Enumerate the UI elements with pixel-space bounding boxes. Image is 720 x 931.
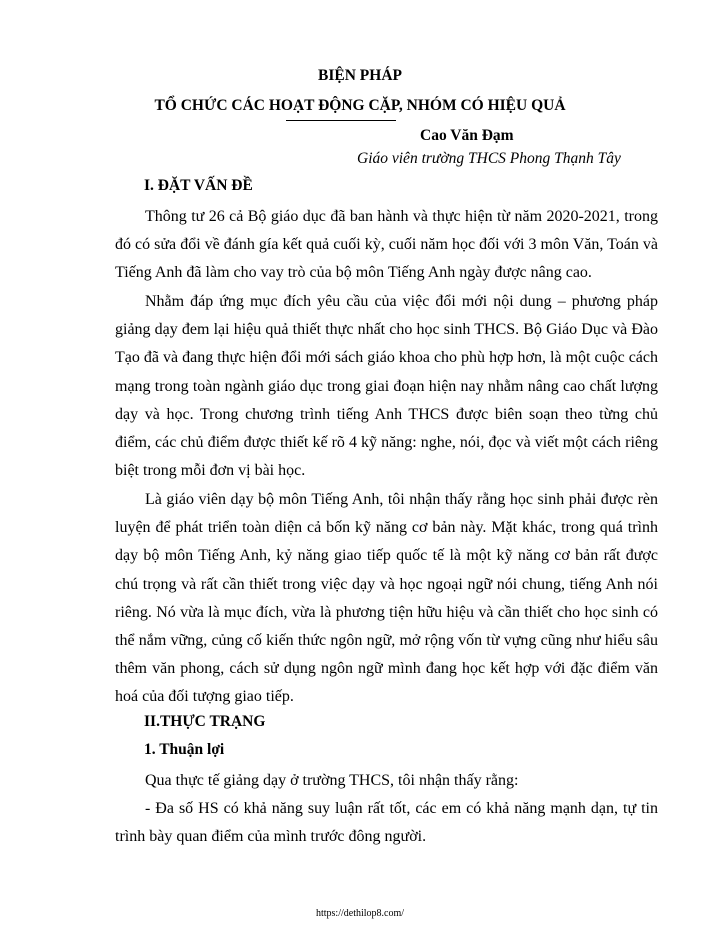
paragraph-3: Là giáo viên dạy bộ môn Tiếng Anh, tôi nhận thấy rằng học sinh phải được rèn luyện để phát triển toàn diện cả bốn kỹ năng cơ bản này. Mặt khác, trong quá trình dạy bộ môn Tiếng Anh, kỷ năng giao tiếp quốc tế là một kỹ năng cơ bản rất được chú trọng và rất cần thiết trong việc dạy và học ngoại ngữ nói chung, tiếng Anh nói riêng. Nó vừa là mục đích, vừa là phương tiện hữu hiệu và cần thiết cho học sinh có thể nắm vững, củng cố kiến thức ngôn ngữ, mở rộng vốn từ vựng cũng như hiểu sâu thêm văn phong, cách sử dụng ngôn ngữ mình đang học kết hợp với đặc điểm văn hoá của đối tượng giao tiếp. [115,491,658,706]
title-underline [286,120,396,121]
section-heading-2: II.THỰC TRẠNG [144,713,266,730]
paragraph-1: Thông tư 26 cả Bộ giáo dục đã ban hành và thực hiện từ năm 2020-2021, trong đó có sửa đổi về đánh gía kết quả cuối kỳ, cuối năm học đối với 3 môn Văn, Toán và Tiếng Anh đã làm cho vay trò của bộ môn Tiếng Anh ngày được nâng cao. [115,208,658,282]
paragraph-5: - Đa số HS có khả năng suy luận rất tốt, các em có khả năng mạnh dạn, tự tin trình bày quan điểm của mình trước đông người. [115,800,658,846]
author-affiliation: Giáo viên trường THCS Phong Thạnh Tây [357,150,621,167]
paragraph-4: Qua thực tế giảng dạy ở trường THCS, tôi nhận thấy rằng: [145,772,519,789]
paragraph-2: Nhằm đáp ứng mục đích yêu cầu của việc đổi mới nội dung – phương pháp giảng dạy đem lại hiệu quả thiết thực nhất cho học sinh THCS. Bộ Giáo Dục và Đào Tạo đã và đang thực hiện đổi mới sách giáo khoa cho phù hợp hơn, là một cuộc cách mạng trong toàn ngành giáo dục trong giai đoạn hiện nay nhằm nâng cao chất lượng dạy và học. Trong chương trình tiếng Anh THCS được biên soạn theo từng chủ điểm, các chủ điểm được thiết kế rõ 4 kỹ năng: nghe, nói, đọc và viết một cách riêng biệt trong mỗi đơn vị bài học. [115,293,658,480]
section-heading-1: I. ĐẶT VẤN ĐỀ [144,177,253,194]
subsection-heading: 1. Thuận lợi [144,741,225,758]
author-name: Cao Văn Đạm [420,127,514,144]
document-title: BIỆN PHÁP [318,67,402,84]
footer-url[interactable]: https://dethilop8.com/ [315,908,405,919]
document-subtitle: TỔ CHỨC CÁC HOẠT ĐỘNG CẶP, NHÓM CÓ HIỆU QUẢ [154,97,566,114]
